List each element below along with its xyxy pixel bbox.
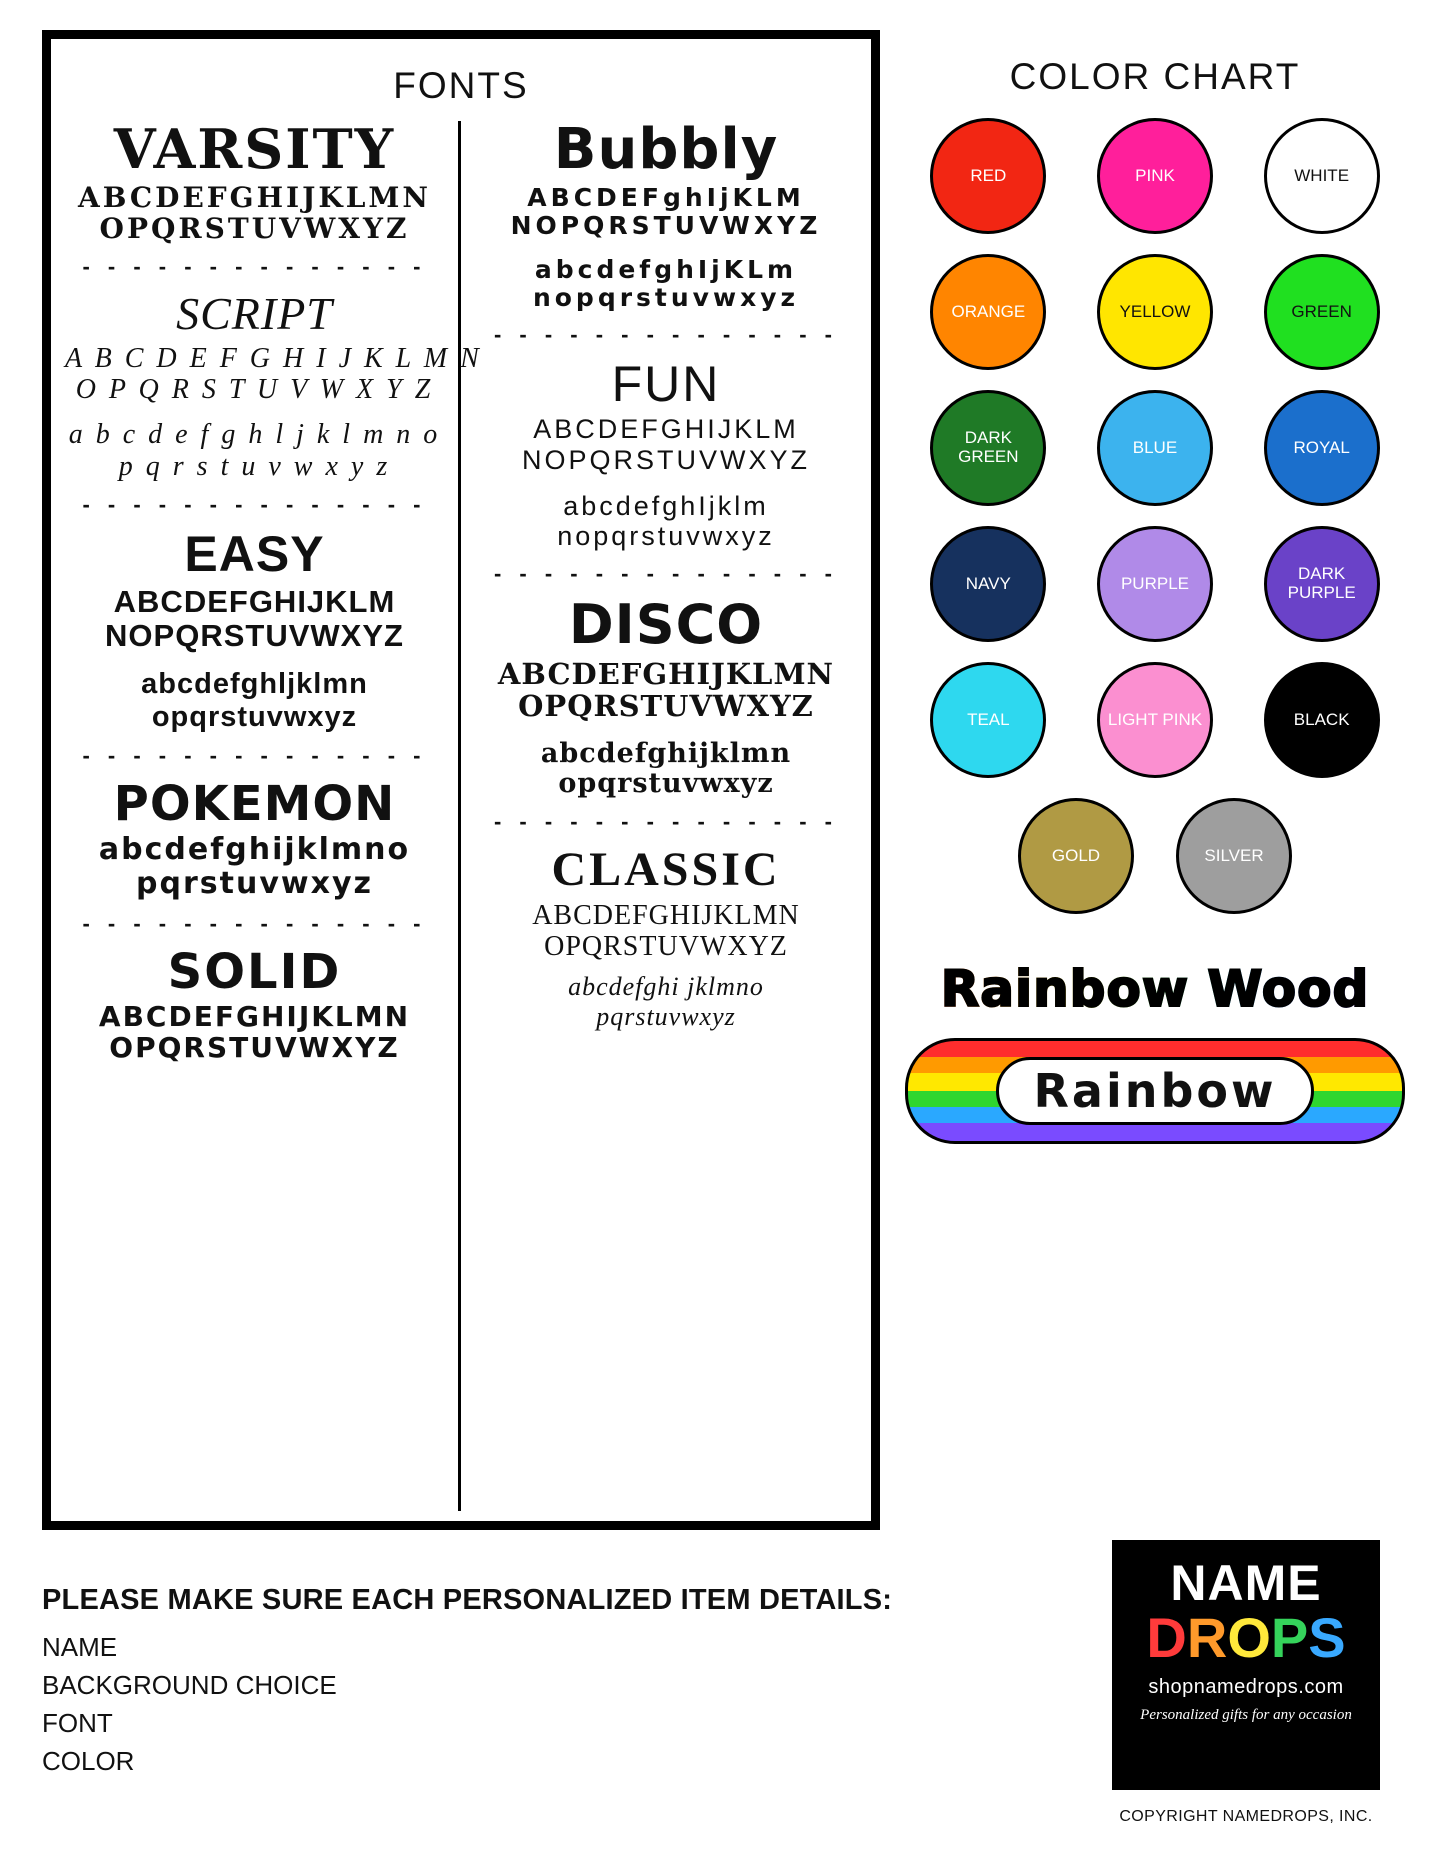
font-name-disco: DISCO: [568, 593, 764, 657]
font-row: NOPQRSTUVWXYZ: [521, 444, 810, 475]
font-row: a b c d e f g h l j k l m n o: [68, 419, 441, 451]
font-row: abcdefghIjKLm: [534, 254, 798, 284]
font-sample-varsity: [65, 117, 444, 246]
color-chart-panel: [905, 30, 1405, 1144]
font-row: abcdefghijklmn: [540, 737, 792, 769]
color-swatch[interactable]: [1097, 526, 1213, 642]
color-swatch-grid: [905, 118, 1405, 778]
fonts-column-left: [51, 117, 482, 1511]
color-swatch[interactable]: [930, 662, 1046, 778]
font-row: ABCDEFGHIJKLMN: [98, 999, 411, 1033]
logo-letter: R: [1186, 1606, 1228, 1669]
font-row: A B C D E F G H I J K L M N: [65, 342, 482, 374]
color-swatch[interactable]: [930, 390, 1046, 506]
logo-letter: S: [1308, 1606, 1346, 1669]
font-row: OPQRSTUVWXYZ: [99, 212, 410, 246]
color-swatch[interactable]: [1097, 390, 1213, 506]
font-name-fun: FUN: [611, 355, 721, 412]
logo-letter: D: [1146, 1606, 1187, 1669]
color-swatch-label: ORANGE: [951, 301, 1026, 321]
color-swatch-label: NAVY: [965, 573, 1011, 593]
logo-website: shopnamedrops.com: [1148, 1676, 1344, 1698]
font-row: nopqrstuvwxyz: [557, 521, 775, 551]
fonts-columns: [51, 117, 871, 1511]
color-swatch-label: DARK GREEN: [958, 428, 1019, 466]
font-name-bubbly: Bubbly: [553, 117, 779, 182]
color-swatch[interactable]: [1018, 798, 1134, 914]
font-row: NOPQRSTUVWXYZ: [105, 618, 404, 654]
divider: - - - - - - - - - - - - - -: [82, 254, 427, 280]
namedrops-logo: [1112, 1540, 1380, 1790]
logo-letter: P: [1270, 1606, 1309, 1669]
color-swatch-label: TEAL: [967, 709, 1010, 729]
list-item: NAME: [42, 1632, 118, 1662]
font-row: NOPQRSTUVWXYZ: [510, 210, 822, 240]
font-row: opqrstuvwxyz: [151, 700, 358, 733]
fonts-panel: [42, 30, 880, 1530]
font-sample-easy: [65, 528, 444, 733]
font-sample-pokemon: [65, 776, 444, 901]
fonts-column-right: [461, 117, 871, 1511]
color-swatch[interactable]: [1097, 662, 1213, 778]
logo-name-text: NAME: [1170, 1555, 1322, 1611]
font-row: ABCDEFGHIJKLMN: [497, 656, 835, 691]
color-chart-title: COLOR CHART: [1009, 56, 1301, 97]
divider: - - - - - - - - - - - - - -: [82, 743, 427, 769]
color-swatch[interactable]: [930, 526, 1046, 642]
font-row: opqrstuvwxyz: [558, 768, 774, 800]
list-item: COLOR: [42, 1745, 135, 1776]
color-swatch-label: SILVER: [1204, 845, 1264, 865]
font-row: abcdefghi jklmno: [568, 972, 764, 1002]
color-swatch[interactable]: [1264, 662, 1380, 778]
font-row: ABCDEFGHIJKLMN: [77, 180, 432, 214]
color-swatch[interactable]: [1097, 118, 1213, 234]
font-row: p q r s t u v w x y z: [118, 450, 391, 482]
font-sample-fun: [475, 355, 857, 551]
list-item: FONT: [42, 1707, 113, 1738]
font-row: O P Q R S T U V W X Y Z: [75, 374, 434, 406]
font-name-classic: CLASSIC: [551, 843, 781, 897]
font-name-pokemon: POKEMON: [113, 776, 396, 833]
color-swatch-label: YELLOW: [1119, 301, 1191, 321]
footer-heading: PLEASE MAKE SURE EACH PERSONALIZED ITEM DETAILS:: [42, 1584, 893, 1616]
color-swatch[interactable]: [1097, 254, 1213, 370]
footer-list: [42, 1629, 1042, 1781]
font-sample-bubbly: [475, 117, 857, 312]
font-name-solid: SOLID: [167, 943, 342, 1000]
color-swatch[interactable]: [1264, 254, 1380, 370]
font-name-easy: EASY: [184, 526, 325, 583]
color-swatch-label: LIGHT PINK: [1107, 709, 1203, 729]
font-sample-classic: [475, 845, 857, 1030]
logo-drops-text: [1112, 1606, 1380, 1669]
divider: - - - - - - - - - - - - - -: [82, 910, 427, 936]
footer-note: [42, 1584, 1042, 1781]
divider: - - - - - - - - - - - - - -: [82, 492, 427, 518]
color-swatch-grid-metallics: [905, 798, 1405, 914]
font-sample-solid: [65, 943, 444, 1065]
divider: - - - - - - - - - - - - - -: [493, 321, 839, 347]
color-swatch-label: BLUE: [1132, 437, 1178, 457]
color-swatch-label: PINK: [1135, 165, 1175, 185]
font-row: OPQRSTUVWXYZ: [518, 689, 814, 724]
font-row: abcdefghljklmn: [141, 668, 368, 701]
color-swatch-label: RED: [970, 165, 1007, 185]
font-row: ABCDEFGHIJKLM: [113, 583, 396, 619]
font-name-script: SCRIPT: [176, 288, 333, 340]
copyright-text: COPYRIGHT NAMEDROPS, INC.: [1119, 1808, 1373, 1825]
color-swatch-label: GOLD: [1051, 845, 1101, 865]
font-row: nopqrstuvwxyz: [532, 282, 800, 312]
font-row: ABCDEFGHIJKLMN: [532, 899, 800, 931]
color-swatch-label: GREEN: [1291, 301, 1352, 321]
color-swatch-label: ROYAL: [1293, 437, 1350, 457]
font-row: abcdefghijklmno: [98, 832, 411, 868]
rainbow-sample: [905, 1038, 1405, 1144]
font-sample-script: [65, 288, 482, 482]
color-swatch[interactable]: [930, 254, 1046, 370]
font-name-varsity: VARSITY: [113, 117, 396, 181]
font-row: pqrstuvwxyz: [136, 866, 373, 901]
font-row: abcdefghIjklm: [563, 490, 769, 521]
color-swatch[interactable]: [1264, 118, 1380, 234]
color-swatch[interactable]: [1264, 390, 1380, 506]
color-swatch[interactable]: [1176, 798, 1292, 914]
font-sample-disco: [475, 593, 857, 800]
color-swatch-label: PURPLE: [1120, 573, 1189, 593]
font-row: OPQRSTUVWXYZ: [109, 1031, 400, 1065]
color-swatch-label: DARK PURPLE: [1287, 564, 1356, 602]
divider: - - - - - - - - - - - - - -: [493, 809, 839, 835]
divider: - - - - - - - - - - - - - -: [493, 561, 839, 587]
logo-tagline: Personalized gifts for any occasion: [1140, 1707, 1352, 1723]
color-swatch-label: WHITE: [1294, 165, 1350, 185]
font-row: OPQRSTUVWXYZ: [544, 931, 788, 963]
color-swatch-label: BLACK: [1293, 709, 1350, 729]
rainbow-sample-label: Rainbow: [996, 1057, 1313, 1125]
logo-letter: O: [1227, 1606, 1271, 1669]
font-row: pqrstuvwxyz: [596, 1001, 736, 1031]
fonts-panel-title: FONTS: [393, 65, 529, 106]
list-item: BACKGROUND CHOICE: [42, 1669, 337, 1700]
color-swatch[interactable]: [930, 118, 1046, 234]
rainbow-wood-sample: Rainbow Wood: [905, 956, 1405, 1022]
font-row: ABCDEFghIjKLM: [527, 182, 805, 212]
font-row: ABCDEFGHIJKLM: [533, 414, 799, 445]
color-swatch[interactable]: [1264, 526, 1380, 642]
